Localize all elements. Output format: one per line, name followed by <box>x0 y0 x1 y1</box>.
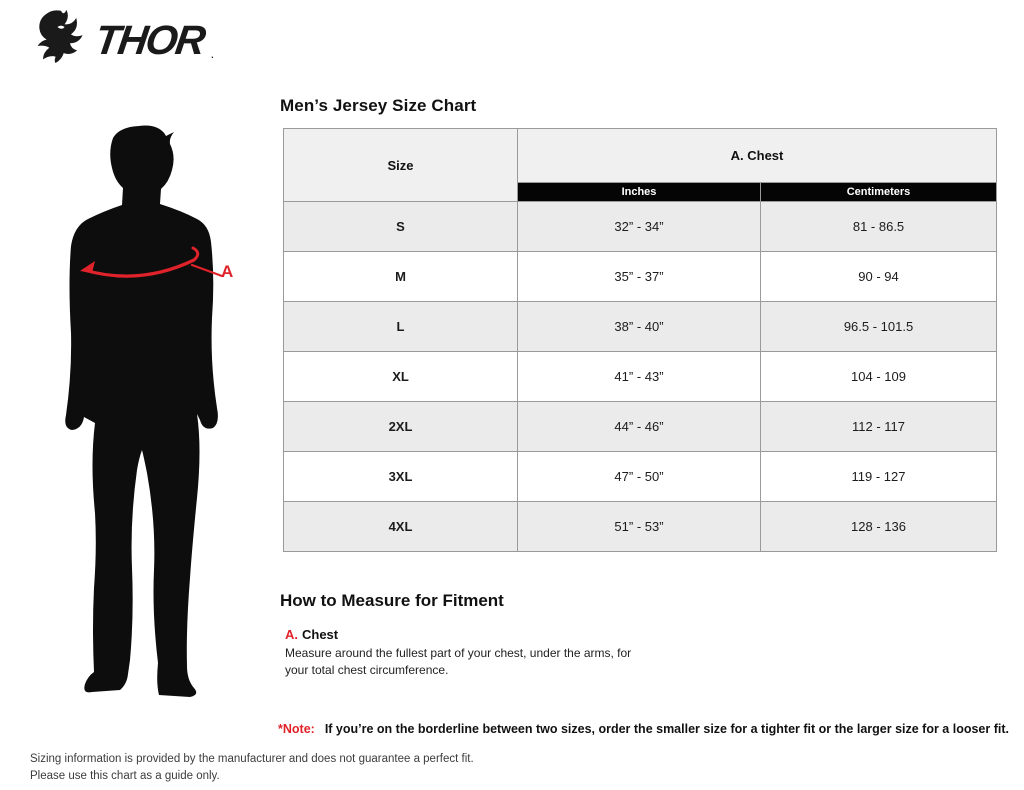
inches-value: 47” - 50” <box>518 452 761 502</box>
chest-marker-label: A <box>221 262 234 281</box>
inches-value: 38” - 40” <box>518 302 761 352</box>
note-text: If you’re on the borderline between two sizes, order the smaller size for a tighter fit or the larger size for a looser fit. <box>324 722 1009 736</box>
thor-logo <box>34 8 214 64</box>
unit-header-centimeters: Centimeters <box>761 183 997 202</box>
footer-disclaimer <box>30 751 474 784</box>
footer-line-2: Please use this chart as a guide only. <box>30 769 220 782</box>
inches-value: 35” - 37” <box>518 252 761 302</box>
cm-value: 112 - 117 <box>761 402 997 452</box>
inches-value: 51” - 53” <box>518 502 761 552</box>
measure-item-description: Measure around the fullest part of your chest, under the arms, for your total chest circumference. <box>285 646 632 678</box>
table-row <box>284 452 997 502</box>
thor-logo-mark: . <box>211 50 214 60</box>
measure-item-name: Chest <box>302 627 339 642</box>
cm-value: 81 - 86.5 <box>761 202 997 252</box>
footer-line-1: Sizing information is provided by the manufacturer and does not guarantee a perfect fit. <box>30 753 474 765</box>
size-value: 2XL <box>284 402 518 452</box>
male-silhouette-svg <box>40 118 240 710</box>
thor-goat-icon <box>34 8 88 64</box>
note-label: *Note: <box>278 722 315 736</box>
inches-value: 44” - 46” <box>518 402 761 452</box>
cm-value: 96.5 - 101.5 <box>761 302 997 352</box>
size-value: 4XL <box>284 502 518 552</box>
measure-section-heading: How to Measure for Fitment <box>280 591 504 610</box>
cm-value: 119 - 127 <box>761 452 997 502</box>
column-header-size: Size <box>284 129 518 202</box>
cm-value: 90 - 94 <box>761 252 997 302</box>
inches-value: 41” - 43” <box>518 352 761 402</box>
measure-item-chest <box>285 627 655 680</box>
cm-value: 104 - 109 <box>761 352 997 402</box>
table-row <box>284 352 997 402</box>
size-value: 3XL <box>284 452 518 502</box>
page-title: Men’s Jersey Size Chart <box>280 96 477 115</box>
table-row <box>284 202 997 252</box>
sizing-note <box>278 722 1018 736</box>
measure-item-letter: A. <box>285 627 298 642</box>
male-silhouette-figure <box>40 118 240 710</box>
size-value: L <box>284 302 518 352</box>
table-row <box>284 302 997 352</box>
table-row <box>284 502 997 552</box>
size-value: XL <box>284 352 518 402</box>
column-header-chest: A. Chest <box>518 129 997 183</box>
cm-value: 128 - 136 <box>761 502 997 552</box>
table-row <box>284 252 997 302</box>
inches-value: 32” - 34” <box>518 202 761 252</box>
size-value: M <box>284 252 518 302</box>
size-value: S <box>284 202 518 252</box>
table-row <box>284 402 997 452</box>
thor-logo-text: THOR <box>92 17 207 63</box>
size-chart-table <box>283 128 997 552</box>
unit-header-inches: Inches <box>518 183 761 202</box>
